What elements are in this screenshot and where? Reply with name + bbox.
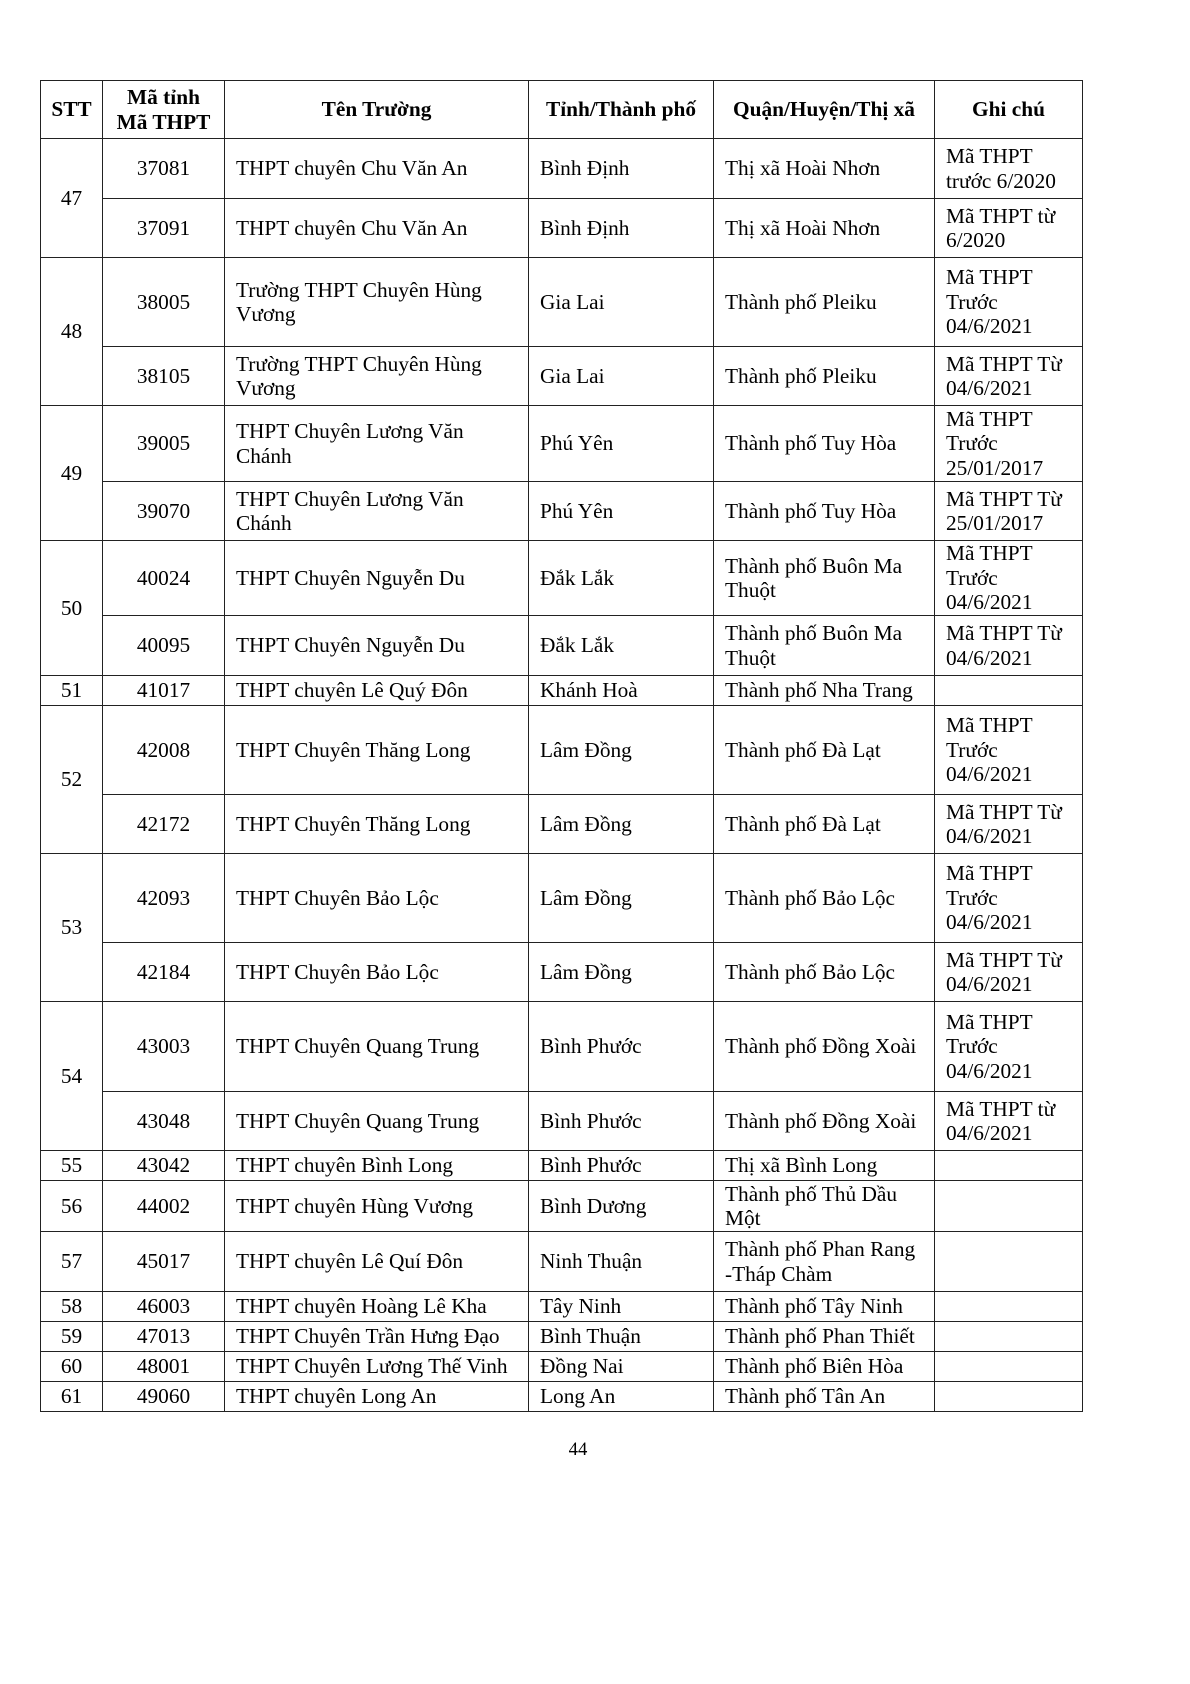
school-code-cell: 40095 [103,616,225,676]
note-cell [935,1322,1083,1352]
table-head [41,81,1083,139]
note-cell: Mã THPT Trước 04/6/2021 [935,706,1083,795]
province-cell: Bình Thuận [529,1322,714,1352]
province-cell: Đắk Lắk [529,616,714,676]
province-cell: Gia Lai [529,347,714,406]
district-cell: Thành phố Bảo Lộc [714,854,935,943]
district-cell: Thành phố Tuy Hòa [714,406,935,482]
table-row [41,406,1083,482]
table-row [41,943,1083,1002]
school-code-cell: 42172 [103,795,225,854]
school-name-cell: THPT chuyên Lê Quý Đôn [225,676,529,706]
province-cell: Bình Phước [529,1092,714,1151]
note-cell: Mã THPT Trước 04/6/2021 [935,1002,1083,1092]
school-name-cell: THPT Chuyên Lương Văn Chánh [225,406,529,482]
note-cell [935,1232,1083,1292]
province-cell: Bình Phước [529,1002,714,1092]
district-cell: Thành phố Đà Lạt [714,706,935,795]
school-name-cell: Trường THPT Chuyên Hùng Vương [225,258,529,347]
header-stt: STT [41,81,103,139]
district-cell: Thành phố Phan Rang -Tháp Chàm [714,1232,935,1292]
table-row [41,482,1083,541]
school-code-cell: 39005 [103,406,225,482]
note-cell: Mã THPT từ 04/6/2021 [935,1092,1083,1151]
province-cell: Bình Dương [529,1181,714,1232]
table-row [41,616,1083,676]
table-row [41,1352,1083,1382]
school-name-cell: THPT Chuyên Thăng Long [225,706,529,795]
province-cell: Lâm Đồng [529,706,714,795]
school-code-cell: 44002 [103,1181,225,1232]
school-code-cell: 48001 [103,1352,225,1382]
table-row [41,795,1083,854]
school-code-cell: 38105 [103,347,225,406]
table-row [41,541,1083,616]
table-row [41,1002,1083,1092]
province-cell: Ninh Thuận [529,1232,714,1292]
province-cell: Phú Yên [529,406,714,482]
header-ghi-chu: Ghi chú [935,81,1083,139]
note-cell [935,676,1083,706]
province-cell: Phú Yên [529,482,714,541]
school-name-cell: THPT chuyên Lê Quí Đôn [225,1232,529,1292]
school-code-cell: 46003 [103,1292,225,1322]
table-header-row [41,81,1083,139]
note-cell: Mã THPT Trước 04/6/2021 [935,541,1083,616]
stt-cell: 60 [41,1352,103,1382]
province-cell: Đồng Nai [529,1352,714,1382]
table-body [41,139,1083,1412]
school-code-cell: 45017 [103,1232,225,1292]
school-name-cell: THPT Chuyên Lương Thế Vinh [225,1352,529,1382]
district-cell: Thị xã Bình Long [714,1151,935,1181]
note-cell [935,1382,1083,1412]
province-cell: Lâm Đồng [529,854,714,943]
stt-cell: 50 [41,541,103,676]
school-code-cell: 41017 [103,676,225,706]
stt-cell: 57 [41,1232,103,1292]
district-cell: Thành phố Bảo Lộc [714,943,935,1002]
table-row [41,706,1083,795]
school-name-cell: THPT chuyên Hùng Vương [225,1181,529,1232]
province-cell: Long An [529,1382,714,1412]
table-row [41,1232,1083,1292]
header-ten-truong: Tên Trường [225,81,529,139]
note-cell: Mã THPT Trước 25/01/2017 [935,406,1083,482]
province-cell: Gia Lai [529,258,714,347]
stt-cell: 48 [41,258,103,406]
school-code-cell: 37081 [103,139,225,199]
table-row [41,1322,1083,1352]
school-code-cell: 43048 [103,1092,225,1151]
school-name-cell: Trường THPT Chuyên Hùng Vương [225,347,529,406]
district-cell: Thị xã Hoài Nhơn [714,139,935,199]
school-name-cell: THPT chuyên Long An [225,1382,529,1412]
stt-cell: 56 [41,1181,103,1232]
school-name-cell: THPT Chuyên Nguyễn Du [225,541,529,616]
note-cell: Mã THPT trước 6/2020 [935,139,1083,199]
page-number: 44 [568,1439,588,1460]
header-quan-huyen-thi-xa: Quận/Huyện/Thị xã [714,81,935,139]
district-cell: Thành phố Phan Thiết [714,1322,935,1352]
stt-cell: 58 [41,1292,103,1322]
table-row [41,199,1083,258]
district-cell: Thành phố Đồng Xoài [714,1092,935,1151]
stt-cell: 52 [41,706,103,854]
school-code-cell: 42184 [103,943,225,1002]
note-cell: Mã THPT Trước 04/6/2021 [935,854,1083,943]
note-cell [935,1151,1083,1181]
stt-cell: 47 [41,139,103,258]
table-row [41,1181,1083,1232]
province-cell: Tây Ninh [529,1292,714,1322]
note-cell [935,1181,1083,1232]
note-cell: Mã THPT từ 6/2020 [935,199,1083,258]
district-cell: Thành phố Biên Hòa [714,1352,935,1382]
stt-cell: 51 [41,676,103,706]
table-row [41,139,1083,199]
school-name-cell: THPT Chuyên Lương Văn Chánh [225,482,529,541]
province-cell: Lâm Đồng [529,943,714,1002]
district-cell: Thành phố Đồng Xoài [714,1002,935,1092]
table-row [41,1092,1083,1151]
school-name-cell: THPT chuyên Bình Long [225,1151,529,1181]
school-code-cell: 39070 [103,482,225,541]
table-row [41,1151,1083,1181]
district-cell: Thành phố Buôn Ma Thuột [714,616,935,676]
note-cell: Mã THPT Từ 04/6/2021 [935,795,1083,854]
header-ma-thpt-label: Mã THPT [116,109,211,134]
stt-cell: 54 [41,1002,103,1151]
stt-cell: 53 [41,854,103,1002]
district-cell: Thành phố Tuy Hòa [714,482,935,541]
province-cell: Đắk Lắk [529,541,714,616]
district-cell: Thành phố Đà Lạt [714,795,935,854]
district-cell: Thành phố Tây Ninh [714,1292,935,1322]
province-cell: Bình Định [529,199,714,258]
stt-cell: 55 [41,1151,103,1181]
school-name-cell: THPT Chuyên Thăng Long [225,795,529,854]
school-code-cell: 40024 [103,541,225,616]
district-cell: Thành phố Pleiku [714,347,935,406]
note-cell: Mã THPT Từ 04/6/2021 [935,943,1083,1002]
province-cell: Bình Phước [529,1151,714,1181]
school-name-cell: THPT Chuyên Quang Trung [225,1092,529,1151]
district-cell: Thành phố Buôn Ma Thuột [714,541,935,616]
table-row [41,1292,1083,1322]
school-name-cell: THPT Chuyên Nguyễn Du [225,616,529,676]
header-ma-tinh-label: Mã tỉnh [127,85,200,109]
table-row [41,1382,1083,1412]
table-row [41,854,1083,943]
province-cell: Bình Định [529,139,714,199]
note-cell [935,1292,1083,1322]
school-code-cell: 43003 [103,1002,225,1092]
note-cell: Mã THPT Từ 04/6/2021 [935,616,1083,676]
district-cell: Thị xã Hoài Nhơn [714,199,935,258]
school-code-cell: 43042 [103,1151,225,1181]
school-code-cell: 42093 [103,854,225,943]
note-cell: Mã THPT Trước 04/6/2021 [935,258,1083,347]
school-name-cell: THPT Chuyên Bảo Lộc [225,943,529,1002]
school-code-cell: 42008 [103,706,225,795]
school-code-cell: 38005 [103,258,225,347]
stt-cell: 59 [41,1322,103,1352]
header-ma-tinh-ma-thpt [103,81,225,139]
district-cell: Thành phố Pleiku [714,258,935,347]
school-name-cell: THPT Chuyên Quang Trung [225,1002,529,1092]
school-code-cell: 47013 [103,1322,225,1352]
note-cell: Mã THPT Từ 25/01/2017 [935,482,1083,541]
school-name-cell: THPT Chuyên Trần Hưng Đạo [225,1322,529,1352]
stt-cell: 61 [41,1382,103,1412]
header-tinh-thanh-pho: Tỉnh/Thành phố [529,81,714,139]
district-cell: Thành phố Nha Trang [714,676,935,706]
note-cell: Mã THPT Từ 04/6/2021 [935,347,1083,406]
province-cell: Lâm Đồng [529,795,714,854]
table-row [41,347,1083,406]
school-code-cell: 49060 [103,1382,225,1412]
school-name-cell: THPT chuyên Chu Văn An [225,139,529,199]
district-cell: Thành phố Thủ Dầu Một [714,1181,935,1232]
school-name-cell: THPT chuyên Hoàng Lê Kha [225,1292,529,1322]
table-row [41,258,1083,347]
school-name-cell: THPT Chuyên Bảo Lộc [225,854,529,943]
stt-cell: 49 [41,406,103,541]
district-cell: Thành phố Tân An [714,1382,935,1412]
school-name-cell: THPT chuyên Chu Văn An [225,199,529,258]
school-code-cell: 37091 [103,199,225,258]
note-cell [935,1352,1083,1382]
school-table [40,80,1083,1412]
table-row [41,676,1083,706]
province-cell: Khánh Hoà [529,676,714,706]
